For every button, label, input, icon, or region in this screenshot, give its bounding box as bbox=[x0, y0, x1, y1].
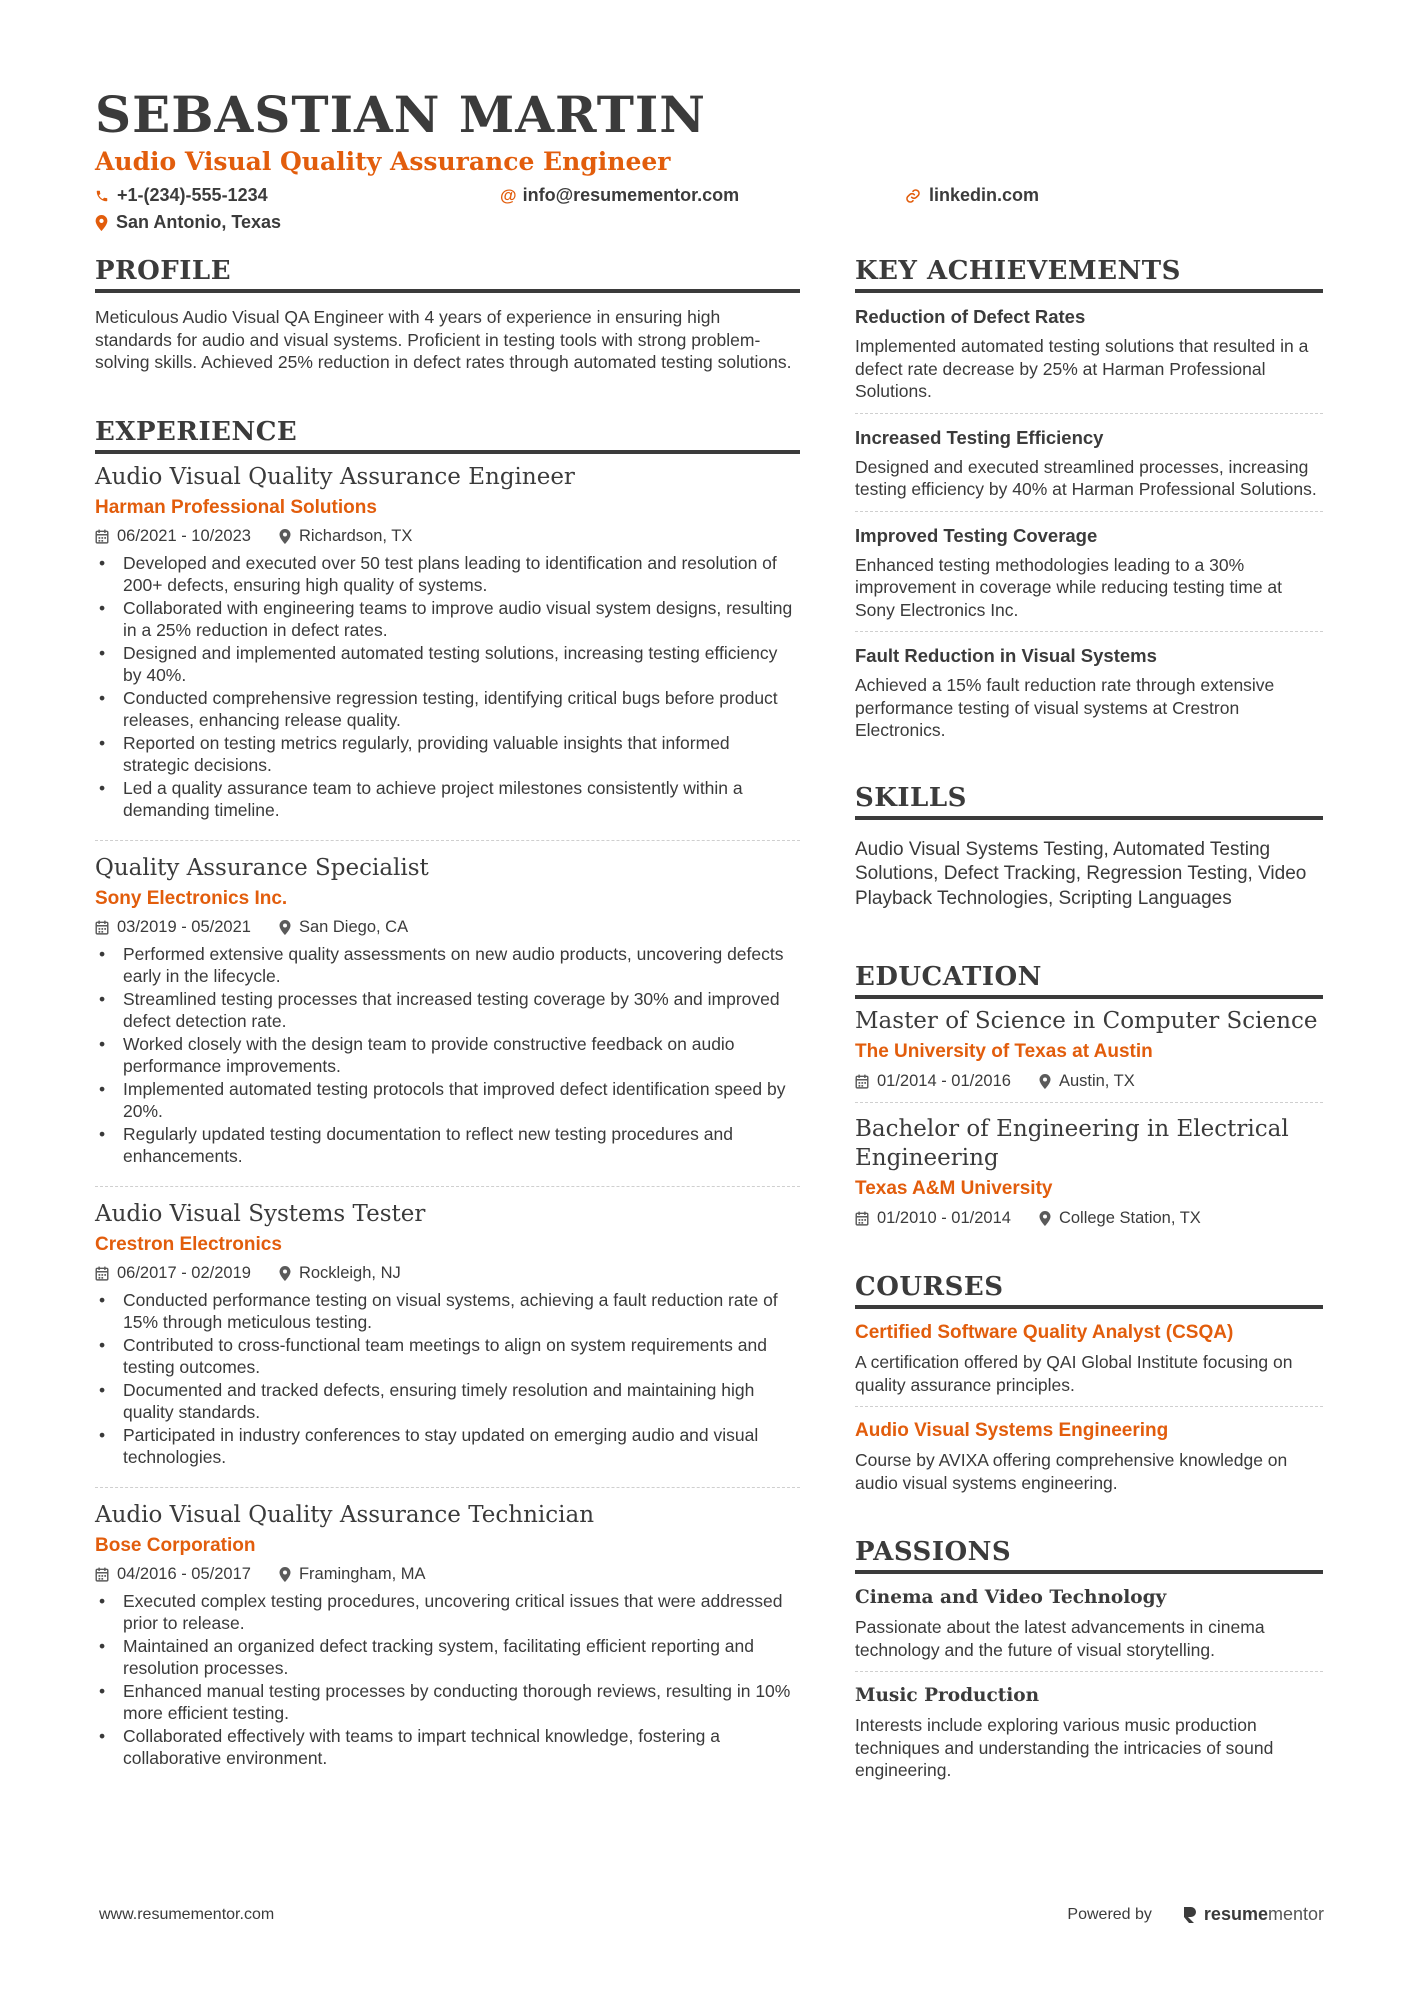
location-text: Austin, TX bbox=[1058, 1071, 1135, 1090]
skills-heading: SKILLS bbox=[855, 782, 1323, 820]
courses-heading: COURSES bbox=[855, 1271, 1323, 1309]
achievement-title: Increased Testing Efficiency bbox=[855, 426, 1104, 448]
skills-section bbox=[855, 782, 1323, 912]
contact-row bbox=[95, 183, 1325, 208]
map-pin-icon bbox=[279, 1266, 291, 1281]
experience-item bbox=[95, 1500, 800, 1778]
dates bbox=[95, 1264, 251, 1283]
achievement-desc: Enhanced testing methodologies leading to a 30% improvement in coverage while reducing testing time at Sony Electronics Inc. bbox=[855, 554, 1283, 620]
dates bbox=[855, 1209, 1011, 1228]
meta-row bbox=[95, 526, 800, 548]
achievement-desc: Achieved a 15% fault reduction rate through extensive performance testing of visual systems at Crestron Electronics. bbox=[855, 675, 1275, 740]
link-icon bbox=[905, 188, 921, 204]
location-text: Richardson, TX bbox=[298, 527, 413, 545]
bullet-item: • Collaborated with engineering teams to improve audio visual system designs, resulting in a 25% reduction in defect rates. bbox=[95, 597, 800, 642]
location bbox=[1039, 1072, 1135, 1091]
calendar-icon bbox=[855, 1074, 869, 1089]
location bbox=[1039, 1209, 1201, 1228]
phone-contact bbox=[95, 183, 500, 208]
experience-item bbox=[95, 1199, 800, 1477]
bullet-item: • Performed extensive quality assessments on new audio products, uncovering defects early in the lifecycle. bbox=[95, 943, 800, 988]
date-range: 01/2010 - 01/2014 bbox=[877, 1208, 1011, 1227]
passion-item bbox=[855, 1586, 1323, 1661]
location-text: College Station, TX bbox=[1058, 1208, 1201, 1227]
calendar-icon bbox=[95, 920, 109, 935]
divider bbox=[855, 1406, 1323, 1407]
map-pin-icon bbox=[279, 1567, 291, 1582]
passion-desc: Interests include exploring various music production techniques and understanding the intricacies of sound engineering. bbox=[855, 1715, 1274, 1780]
resume-header bbox=[95, 85, 1325, 235]
candidate-title: Audio Visual Quality Assurance Engineer bbox=[95, 147, 671, 176]
course-item bbox=[855, 1321, 1323, 1396]
achievement-desc: Designed and executed streamlined processes, increasing testing efficiency by 40% at Harman Professional Solutions. bbox=[855, 456, 1317, 499]
job-role: Audio Visual Quality Assurance Engineer bbox=[95, 463, 575, 490]
divider bbox=[855, 1671, 1323, 1672]
bullet-item: • Designed and implemented automated testing solutions, increasing testing efficiency by 40%. bbox=[95, 642, 800, 687]
divider bbox=[855, 511, 1323, 512]
passion-item bbox=[855, 1684, 1323, 1782]
company-name: Bose Corporation bbox=[95, 1534, 256, 1556]
achievements-section bbox=[855, 255, 1323, 742]
location bbox=[279, 527, 412, 546]
bullet-item: • Worked closely with the design team to provide constructive feedback on audio performance improvements. bbox=[95, 1033, 800, 1078]
achievements-heading: KEY ACHIEVEMENTS bbox=[855, 255, 1323, 293]
location-contact bbox=[95, 210, 281, 235]
bullet-item: • Streamlined testing processes that increased testing coverage by 30% and improved defect detection rate. bbox=[95, 988, 800, 1033]
meta-row bbox=[855, 1070, 1323, 1092]
brand-logo[interactable] bbox=[1182, 1904, 1324, 1925]
email-contact[interactable] bbox=[500, 183, 905, 208]
bullet-item: • Participated in industry conferences to stay updated on emerging audio and visual technologies. bbox=[95, 1424, 800, 1469]
passions-section bbox=[855, 1536, 1323, 1782]
email-text[interactable]: info@resumementor.com bbox=[522, 185, 740, 205]
education-section bbox=[855, 961, 1323, 1229]
experience-section bbox=[95, 416, 800, 1778]
passions-list bbox=[855, 1586, 1323, 1782]
divider bbox=[95, 1186, 800, 1187]
job-bullets bbox=[95, 1590, 800, 1770]
passion-title: Cinema and Video Technology bbox=[855, 1587, 1167, 1608]
map-pin-icon bbox=[1039, 1074, 1051, 1089]
location-text: Rockleigh, NJ bbox=[298, 1264, 401, 1282]
profile-summary: Meticulous Audio Visual QA Engineer with 4 years of experience in ensuring high standards for audio and visual systems. Proficient in testing tools with strong problem-solving skills. Achieved 25% reduction in defect rates through automated testing solutions. bbox=[95, 307, 792, 372]
achievement-title: Reduction of Defect Rates bbox=[855, 306, 1086, 327]
company-name: Harman Professional Solutions bbox=[95, 496, 377, 518]
course-title: Certified Software Quality Analyst (CSQA) bbox=[855, 1322, 1234, 1343]
job-role: Quality Assurance Specialist bbox=[95, 854, 429, 881]
brand-accent: mentor bbox=[1267, 1904, 1324, 1924]
achievement-item bbox=[855, 305, 1323, 403]
experience-item bbox=[95, 853, 800, 1176]
calendar-icon bbox=[855, 1211, 869, 1226]
brand-main: resume bbox=[1203, 1904, 1268, 1924]
skills-text: Audio Visual Systems Testing, Automated Testing Solutions, Defect Tracking, Regression Testing, Video Playback Technologies, Scripting Languages bbox=[855, 838, 1307, 909]
meta-row bbox=[95, 1263, 800, 1285]
company-name: Crestron Electronics bbox=[95, 1233, 282, 1255]
date-range: 04/2016 - 05/2017 bbox=[117, 1565, 251, 1583]
meta-row bbox=[95, 1564, 800, 1586]
achievement-title: Improved Testing Coverage bbox=[855, 524, 1098, 546]
phone-icon bbox=[95, 189, 109, 203]
bullet-item: • Reported on testing metrics regularly, providing valuable insights that informed strategic decisions. bbox=[95, 732, 800, 777]
course-desc: A certification offered by QAI Global Institute focusing on quality assurance principles. bbox=[855, 1352, 1293, 1395]
dates bbox=[95, 527, 251, 546]
achievement-item bbox=[855, 524, 1323, 622]
divider bbox=[855, 1102, 1323, 1103]
achievement-item bbox=[855, 644, 1323, 742]
courses-section bbox=[855, 1271, 1323, 1494]
bullet-item: • Documented and tracked defects, ensuring timely resolution and maintaining high quality standards. bbox=[95, 1379, 800, 1424]
course-item bbox=[855, 1419, 1323, 1494]
company-name: Sony Electronics Inc. bbox=[95, 887, 288, 909]
course-desc: Course by AVIXA offering comprehensive knowledge on audio visual systems engineering. bbox=[855, 1450, 1288, 1493]
education-item bbox=[855, 1007, 1323, 1092]
location-text: San Antonio, Texas bbox=[116, 212, 282, 232]
location bbox=[279, 1264, 401, 1283]
divider bbox=[855, 631, 1323, 632]
date-range: 01/2014 - 01/2016 bbox=[877, 1071, 1011, 1090]
divider bbox=[855, 413, 1323, 414]
at-icon: @ bbox=[500, 185, 517, 205]
location bbox=[279, 918, 408, 937]
meta-row bbox=[95, 917, 800, 939]
linkedin-contact[interactable] bbox=[905, 183, 1039, 208]
location-text: San Diego, CA bbox=[298, 918, 409, 936]
bullet-item: • Implemented automated testing protocols that improved defect identification speed by 20%. bbox=[95, 1078, 800, 1123]
profile-section bbox=[95, 255, 800, 374]
meta-row bbox=[855, 1207, 1323, 1229]
education-heading: EDUCATION bbox=[855, 961, 1323, 999]
profile-heading: PROFILE bbox=[95, 255, 800, 293]
map-pin-icon bbox=[279, 529, 291, 544]
experience-list bbox=[95, 462, 800, 1778]
job-bullets bbox=[95, 943, 800, 1168]
job-role: Audio Visual Quality Assurance Technician bbox=[95, 1501, 595, 1528]
map-pin-icon bbox=[279, 920, 291, 935]
passion-title: Music Production bbox=[855, 1685, 1040, 1706]
dates bbox=[95, 918, 251, 937]
calendar-icon bbox=[95, 529, 109, 544]
job-bullets bbox=[95, 1289, 800, 1469]
education-list bbox=[855, 1007, 1323, 1229]
powered-by bbox=[1067, 1904, 1324, 1925]
courses-list bbox=[855, 1321, 1323, 1494]
bullet-item: • Enhanced manual testing processes by conducting thorough reviews, resulting in 10% more efficient testing. bbox=[95, 1680, 800, 1725]
achievement-desc: Implemented automated testing solutions that resulted in a defect rate decrease by 25% at Harman Professional Solutions. bbox=[855, 336, 1309, 401]
date-range: 06/2021 - 10/2023 bbox=[117, 527, 251, 545]
candidate-name: SEBASTIAN MARTIN bbox=[95, 85, 706, 144]
bullet-item: • Maintained an organized defect tracking system, facilitating efficient reporting and resolution processes. bbox=[95, 1635, 800, 1680]
achievements-list bbox=[855, 305, 1323, 742]
course-title: Audio Visual Systems Engineering bbox=[855, 1420, 1169, 1441]
contact-row-2 bbox=[95, 210, 1325, 235]
linkedin-text[interactable]: linkedin.com bbox=[929, 185, 1040, 205]
footer-website[interactable]: www.resumementor.com bbox=[99, 1905, 275, 1923]
bullet-item: • Developed and executed over 50 test plans leading to identification and resolution of 200+ defects, ensuring high quality of systems. bbox=[95, 552, 800, 597]
calendar-icon bbox=[95, 1266, 109, 1281]
school-name: The University of Texas at Austin bbox=[855, 1041, 1153, 1062]
map-pin-icon bbox=[1039, 1211, 1051, 1226]
bullet-item: • Executed complex testing procedures, uncovering critical issues that were addressed prior to release. bbox=[95, 1590, 800, 1635]
bullet-item: • Led a quality assurance team to achieve project milestones consistently within a demanding timeline. bbox=[95, 777, 800, 822]
bullet-item: • Regularly updated testing documentation to reflect new testing procedures and enhancements. bbox=[95, 1123, 800, 1168]
right-column bbox=[855, 255, 1323, 1782]
calendar-icon bbox=[95, 1567, 109, 1582]
achievement-item bbox=[855, 426, 1323, 501]
degree: Bachelor of Engineering in Electrical Engineering bbox=[855, 1116, 1289, 1171]
date-range: 03/2019 - 05/2021 bbox=[117, 918, 251, 936]
experience-item bbox=[95, 462, 800, 830]
divider bbox=[95, 1487, 800, 1488]
passion-desc: Passionate about the latest advancements in cinema technology and the future of visual storytelling. bbox=[855, 1617, 1265, 1660]
education-item bbox=[855, 1115, 1323, 1229]
location bbox=[279, 1565, 426, 1584]
map-pin-icon bbox=[95, 215, 108, 231]
powered-by-label: Powered by bbox=[1067, 1905, 1152, 1923]
degree: Master of Science in Computer Science bbox=[855, 1008, 1318, 1034]
job-bullets bbox=[95, 552, 800, 822]
phone-text: +1-(234)-555-1234 bbox=[117, 185, 268, 205]
passions-heading: PASSIONS bbox=[855, 1536, 1323, 1574]
divider bbox=[95, 840, 800, 841]
experience-heading: EXPERIENCE bbox=[95, 416, 800, 454]
page-footer bbox=[99, 1904, 1324, 1925]
achievement-title: Fault Reduction in Visual Systems bbox=[855, 645, 1157, 666]
brand-mark-icon bbox=[1182, 1905, 1198, 1925]
bullet-item: • Contributed to cross-functional team meetings to align on system requirements and testing outcomes. bbox=[95, 1334, 800, 1379]
bullet-item: • Conducted comprehensive regression testing, identifying critical bugs before product releases, enhancing release quality. bbox=[95, 687, 800, 732]
job-role: Audio Visual Systems Tester bbox=[95, 1200, 426, 1227]
dates bbox=[855, 1072, 1011, 1091]
bullet-item: • Conducted performance testing on visual systems, achieving a fault reduction rate of 15% through meticulous testing. bbox=[95, 1289, 800, 1334]
bullet-item: • Collaborated effectively with teams to impart technical knowledge, fostering a collaborative environment. bbox=[95, 1725, 800, 1770]
location-text: Framingham, MA bbox=[298, 1565, 426, 1583]
left-column bbox=[95, 255, 800, 1778]
dates bbox=[95, 1565, 251, 1584]
school-name: Texas A&M University bbox=[855, 1178, 1053, 1199]
date-range: 06/2017 - 02/2019 bbox=[117, 1264, 251, 1282]
